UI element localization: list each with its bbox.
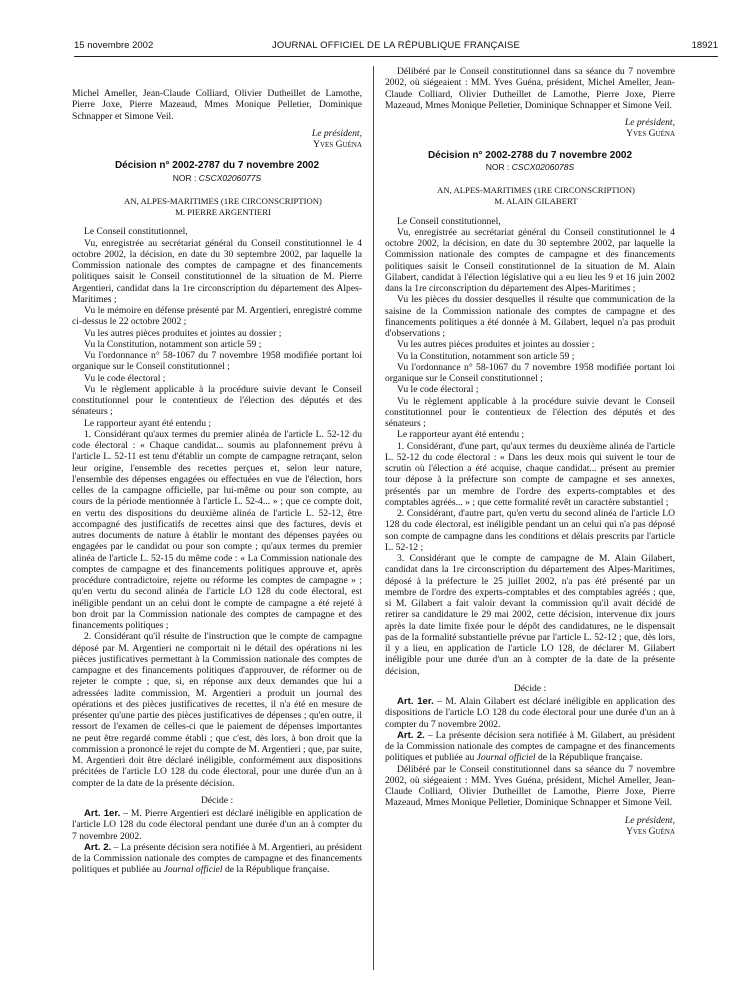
paragraph: Vu l'ordonnance n° 58-1067 du 7 novembre 1958 modifiée portant loi organique sur le Conseil constitutionnel ; <box>72 350 362 373</box>
right-intro: Délibéré par le Conseil constitutionnel dans sa séance du 7 novembre 2002, où siégeaient : MM. Yves Guéna, président, Michel Ameller, Jean-Claude Colliard, Olivier Dutheillet de Lamothe, Pierre Joxe, Pierre Mazeaud, Mmes Monique Pelletier, Dominique Schnapper et Simone Veil. <box>385 66 675 111</box>
paragraph: 3. Considérant que le compte de campagne de M. Alain Gilabert, candidat dans la 1re circonscription du département des Alpes-Maritimes, déposé à la préfecture le 25 juillet 2002, n'a pas été présenté par un membre de l'ordre des experts-comptables et des comptables agréés ; que, si M. Gilabert a fait valoir devant la commission qu'il avait décidé de retirer sa candidature le 29 mai 2002, cette décision, intervenue dix jours après la date limite fixée pour le dépôt des candidatures, ne le dispensait pas de la formalité substantielle prévue par l'article L. 52-12 ; que, dès lors, il y a lieu, en application de l'article LO 128, de déclarer M. Gilabert inéligible pour une durée d'un an à compter de la date de la présente décision, <box>385 553 675 677</box>
article-1-text: – M. Alain Gilabert est déclaré inéligible en application des dispositions de l'article LO 128 du code électoral pour une durée d'un an à compter du 7 novembre 2002. <box>385 696 675 730</box>
article-2-text: – La présente décision sera notifiée à M. Argentieri, au président de la Commission nationale des comptes de campagne et des financements politiques et publiée au <box>72 841 362 876</box>
paragraph: Vu la Constitution, notamment son article 59 ; <box>84 338 262 350</box>
paragraph: Vu, enregistrée au secrétariat général du Conseil constitutionnel le 4 octobre 2002, la décision, en date du 30 septembre 2002, par laquelle la Commission nationale des comptes de campagne et des financements politiques saisit le Conseil constitutionnel de la situation de M. Pierre Argentieri, candidat dans la 1re circonscription du département des Alpes-Maritimes ; <box>72 237 362 305</box>
article-2-tail: de la République française. <box>535 752 643 764</box>
nor-label: NOR : <box>485 161 510 172</box>
left-intro: Michel Ameller, Jean-Claude Colliard, Olivier Dutheillet de Lamothe, Pierre Joxe, Pierre Mazeaud, Mmes Monique Pelletier, Dominique Schnapper et Simone Veil. <box>72 88 362 122</box>
paragraph: Vu le code électoral ; <box>84 372 166 384</box>
left-column <box>72 88 362 876</box>
paragraph: Vu les autres pièces produites et jointes au dossier ; <box>397 339 595 351</box>
paragraph: Vu le code électoral ; <box>397 384 479 396</box>
paragraph: Vu le règlement applicable à la procédure suivie devant le Conseil constitutionnel pour le contentieux de l'élection des députés et des sénateurs ; <box>72 383 362 418</box>
article-1-text: – M. Pierre Argentieri est déclaré inéligible en application de l'article LO 128 du code électoral pendant une durée d'un an à compter du 7 novembre 2002. <box>72 808 363 842</box>
paragraph: Vu la Constitution, notamment son article 59 ; <box>397 350 575 362</box>
decision-title-2788: Décision n° 2002-2788 du 7 novembre 2002 <box>427 149 633 161</box>
candidate-heading: M. PIERRE ARGENTIERI <box>175 207 271 217</box>
paragraph: Vu le règlement applicable à la procédure suivie devant le Conseil constitutionnel pour le contentieux de l'élection des députés et des sénateurs ; <box>385 395 675 429</box>
article-2-text: – La présente décision sera notifiée à M. Gilabert, au président de la Commission nationale des comptes de campagne et des financements politiques et publiée au <box>385 729 675 764</box>
paragraph: Le rapporteur ayant été entendu ; <box>397 429 525 441</box>
decide-heading: Décide : <box>200 794 234 806</box>
paragraph: Le rapporteur ayant été entendu ; <box>84 417 212 429</box>
article-2-label: Art. 2. <box>84 841 112 853</box>
paragraph: 2. Considérant qu'il résulte de l'instruction que le compte de campagne déposé par M. Argentieri ne comportait ni le détail des opérations ni les pièces justificatives permettant à la Commission nationale des comptes de campagne et des financements politiques d'approuver, de réformer ou de rejeter le compte ; que, si, en réponse aux deux demandes que lui a adressées ladite commission, M. Argentieri a produit un journal des opérations et des pièces justificatives de recettes, il n'a été en mesure de présenter qu'une partie des pièces justificatives de dépenses ; qu'en outre, il ressort de l'examen de celles-ci que le paiement de dépenses importantes ne peut être regardé comme établi ; que c'est, dès lors, à bon droit que la commission a prononcé le rejet du compte de M. Argentieri ; que, par suite, M. Argentieri doit être déclaré inéligible, conformément aux dispositions précitées de l'article LO 128 du code électoral, pour une durée d'un an à compter de la date de la présente décision. <box>72 631 362 789</box>
right-column <box>385 66 675 847</box>
page-number: 18921 <box>691 40 718 51</box>
paragraph: Vu l'ordonnance n° 58-1067 du 7 novembre 1958 modifiée portant loi organique sur le Conseil constitutionnel ; <box>385 361 675 384</box>
paragraph: Vu, enregistrée au secrétariat général du Conseil constitutionnel le 4 octobre 2002, la décision, en date du 30 septembre 2002, par laquelle la Commission nationale des comptes de campagne et des financements politiques saisit le Conseil constitutionnel de la situation de M. Alain Gilabert, candidat à l'élection législative qui a eu lieu les 9 et 16 juin 2002 dans la 1re circonscription du département des Alpes-Maritimes ; <box>385 226 675 294</box>
paragraph: Le Conseil constitutionnel, <box>397 215 501 227</box>
circonscription-heading: AN, ALPES-MARITIMES (1RE CIRCONSCRIPTION) <box>124 195 322 206</box>
column-divider <box>373 66 374 970</box>
candidate-heading: M. ALAIN GILABERT <box>494 196 578 207</box>
nor-code: CSCX0206078S <box>511 161 575 172</box>
article-2-tail: de la République française. <box>222 864 330 876</box>
nor-code: CSCX0206077S <box>198 172 262 183</box>
closing-paragraph: Délibéré par le Conseil constitutionnel dans sa séance du 7 novembre 2002, où siégeaient : MM. Yves Guéna, président, Michel Ameller, Jean-Claude Colliard, Olivier Dutheillet de Lamothe, Pierre Joxe, Pierre Mazeaud, Mmes Monique Pelletier, Dominique Schnapper et Simone Veil. <box>385 763 675 809</box>
paragraph: 1. Considérant, d'une part, qu'aux termes du deuxième alinéa de l'article L. 52-12 du code électoral : « Dans les deux mois qui suivent le tour de scrutin où l'élection a été acquise, chaque candidat... présent au premier tour dépose à la préfecture son compte de campagne et ses annexes, présentés par un membre de l'ordre des experts-comptables et des comptables agréés... » ; que cette formalité revêt un caractère substantiel ; <box>385 440 675 508</box>
paragraph: Vu les autres pièces produites et jointes au dossier ; <box>84 327 282 339</box>
article-1-label: Art. 1er. <box>84 808 121 819</box>
nor-label: NOR : <box>172 172 197 183</box>
right-signature-name-2: Yves Guéna <box>626 825 675 837</box>
paragraph: Vu le mémoire en défense présenté par M. Argentieri, enregistré comme ci-dessus le 22 octobre 2002 ; <box>72 305 362 328</box>
article-2-label: Art. 2. <box>397 729 425 741</box>
page-header <box>74 40 718 56</box>
journal-title: JOURNAL OFFICIEL DE LA RÉPUBLIQUE FRANÇAISE <box>271 40 521 51</box>
article-2 <box>385 730 675 764</box>
article-2-jo: Journal officiel <box>163 864 223 876</box>
right-signature-name: Yves Guéna <box>626 128 675 140</box>
paragraph: 2. Considérant, d'autre part, qu'en vertu du second alinéa de l'article LO 128 du code électoral, est inéligible pendant un an celui qui n'a pas déposé son compte de campagne dans les conditions et délais prescrits par l'article L. 52-12 ; <box>385 508 675 553</box>
article-2 <box>72 842 362 876</box>
paragraph: Le Conseil constitutionnel, <box>84 226 188 238</box>
header-date: 15 novembre 2002 <box>74 40 154 51</box>
paragraph: Vu les pièces du dossier desquelles il résulte que communication de la saisine de la Commission nationale des comptes de campagne et des financements politiques a été donnée à M. Gilabert, lequel n'a pas produit d'observations ; <box>385 294 675 339</box>
decide-heading: Décide : <box>513 682 547 694</box>
nor-line <box>385 162 675 173</box>
circonscription-heading: AN, ALPES-MARITIMES (1RE CIRCONSCRIPTION) <box>437 185 635 195</box>
article-1 <box>72 808 362 842</box>
article-1-label: Art. 1er. <box>397 696 434 707</box>
decision-title-2787: Décision n° 2002-2787 du 7 novembre 2002 <box>114 160 320 172</box>
left-signature-name: Yves Guéna <box>313 139 362 150</box>
header-rule <box>74 56 718 57</box>
nor-line <box>72 173 362 184</box>
left-signature-role: Le président, <box>311 127 362 139</box>
right-signature-role-2: Le président, <box>624 814 675 826</box>
article-1 <box>385 696 675 730</box>
right-signature-role: Le président, <box>624 117 675 128</box>
paragraph: 1. Considérant qu'aux termes du premier alinéa de l'article L. 52-12 du code électoral : « Chaque candidat... soumis au plafonnement prévu à l'article L. 52-11 est tenu d'établir un compte de campagne retraçant, selon leur origine, l'ensemble des recettes perçues et, selon leur nature, l'ensemble des dépenses engagées ou effectuées en vue de l'élection, hors celles de la campagne officielle, par lui-même ou pour son compte, au cours de la période mentionnée à l'article L. 52-4... » ; que ce compte doit, en vertu des dispositions du deuxième alinéa de l'article L. 52-12, être accompagné des justificatifs de recettes ainsi que des factures, devis et autres documents de nature à établir le montant des dépenses payées ou engagées par le candidat ou pour son compte ; qu'aux termes du premier alinéa de l'article L. 52-15 du même code : « La Commission nationale des comptes de campagne et des financements politiques approuve et, après procédure contradictoire, rejette ou réforme les comptes de campagne » ; qu'en vertu du second alinéa de l'article LO 128 du code électoral, est inéligible pendant un an celui dont le compte de campagne a été rejeté à bon droit par la Commission nationale des comptes de campagne et des financements politiques ; <box>72 428 362 631</box>
article-2-jo: Journal officiel <box>476 752 536 764</box>
